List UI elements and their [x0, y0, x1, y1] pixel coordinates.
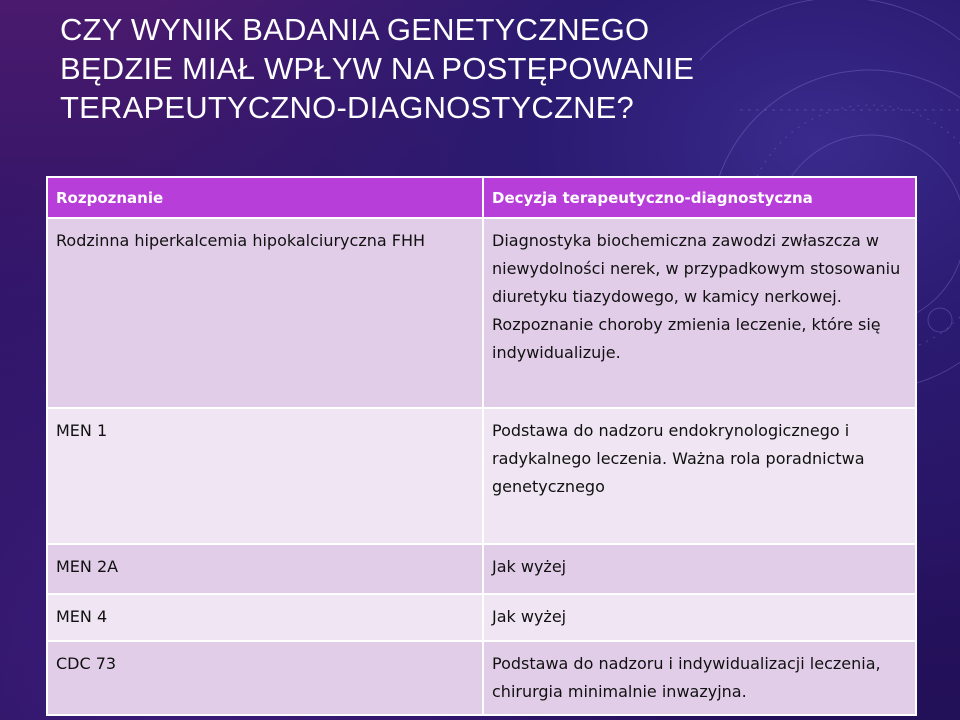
decision-cell: Jak wyżej [483, 594, 916, 641]
slide-title [60, 10, 920, 127]
column-header-decision: Decyzja terapeutyczno-diagnostyczna [483, 177, 916, 218]
diagnosis-cell: MEN 4 [47, 594, 483, 641]
diagnosis-cell: MEN 2A [47, 544, 483, 594]
diagnosis-cell: Rodzinna hiperkalcemia hipokalciuryczna FHH [47, 218, 483, 408]
decision-cell: Jak wyżej [483, 544, 916, 594]
diagnosis-cell: CDC 73 [47, 641, 483, 715]
diagnosis-decision-table [46, 176, 917, 716]
decision-cell: Podstawa do nadzoru i indywidualizacji leczenia, chirurgia minimalnie inwazyjna. [483, 641, 916, 715]
table-row [47, 594, 916, 641]
table-row [47, 641, 916, 715]
table-row [47, 218, 916, 408]
table-header-row [47, 177, 916, 218]
title-line: TERAPEUTYCZNO-DIAGNOSTYCZNE? [60, 90, 634, 125]
title-line: BĘDZIE MIAŁ WPŁYW NA POSTĘPOWANIE [60, 51, 695, 86]
table-row [47, 408, 916, 544]
decision-cell: Diagnostyka biochemiczna zawodzi zwłaszcza w niewydolności nerek, w przypadkowym stosowaniu diuretyku tiazydowego, w kamicy nerkowej. Rozpoznanie choroby zmienia leczenie, które się indywidualizuje. [483, 218, 916, 408]
table-row [47, 544, 916, 594]
title-line: CZY WYNIK BADANIA GENETYCZNEGO [60, 12, 650, 47]
decision-cell: Podstawa do nadzoru endokrynologicznego i radykalnego leczenia. Ważna rola poradnictwa genetycznego [483, 408, 916, 544]
column-header-diagnosis: Rozpoznanie [47, 177, 483, 218]
diagnosis-cell: MEN 1 [47, 408, 483, 544]
